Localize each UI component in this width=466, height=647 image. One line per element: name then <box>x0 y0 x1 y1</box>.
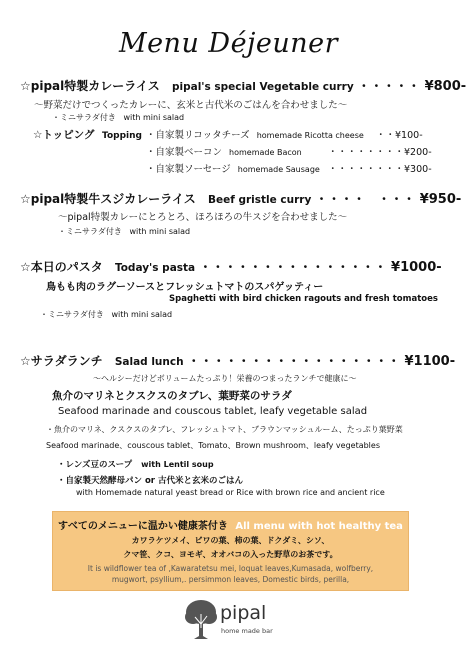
topping-item-en: homemade Bacon <box>229 148 302 157</box>
curry-dots: ・・・・・ <box>357 79 421 93</box>
topping-item-jp: ・自家製ベーコン <box>146 147 223 158</box>
beef-side <box>58 226 190 237</box>
topping-item-price <box>328 144 432 158</box>
salad-soup-jp: ・レンズ豆のスープ <box>57 460 133 470</box>
topping-item <box>146 144 302 158</box>
pasta-dots: ・・・・・・・・・・・・・・・ <box>199 260 387 274</box>
topping-item-jp: ・自家製ソーセージ <box>146 164 231 175</box>
pasta-description-en: Spaghetti with bird chicken ragouts and fresh tomatoes <box>169 294 438 304</box>
pasta-title-row <box>20 258 442 275</box>
salad-description: 〜ヘルシーだけどボリュームたっぷり！栄養のつまったランチで健康に〜 <box>93 374 357 383</box>
pipal-logo <box>184 598 294 642</box>
beef-dots: ・・・・ ・・・ <box>315 192 416 206</box>
curry-title-en: pipal's special Vegetable curry <box>171 81 354 93</box>
salad-ingredients-jp: ・魚介のマリネ、クスクスのタブレ、フレッシュトマト、ブラウンマッシュルーム、たっぷり葉野菜 <box>46 425 403 434</box>
curry-side-en: with mini salad <box>123 113 185 122</box>
topping-item <box>146 161 320 175</box>
pasta-side <box>40 309 172 320</box>
tea-english-line1: It is wildflower tea of ,Kawaratetsu mei, loquat leaves,Kumasada, wolfberry, <box>87 564 374 573</box>
tea-english-line2: mugwort, psyllium,. persimmon leaves, Domestic birds, perilla, <box>111 575 350 584</box>
salad-title-jp: ☆サラダランチ <box>20 354 103 368</box>
topping-price: ¥100- <box>395 130 423 141</box>
tea-headline-jp: すべてのメニューに温かい健康茶付き <box>58 521 228 532</box>
tea-ingredients-line1: カワラケツメイ、ビワの葉、柿の葉、ドクダミ、シソ、 <box>131 536 330 545</box>
pasta-price: ¥1000- <box>391 260 442 275</box>
topping-item-price <box>328 161 432 175</box>
salad-ingredients-en: Seafood marinade、couscous tablet、Tomato、Brown mushroom、leafy vegetables <box>46 441 380 450</box>
salad-bread-jp: ・自家製天然酵母パン or 古代米と玄米のごはん <box>57 476 243 486</box>
topping-label-jp: ☆トッピング <box>33 129 95 141</box>
curry-side <box>52 112 184 123</box>
beef-title-jp: ☆pipal特製牛スジカレーライス <box>20 192 196 206</box>
salad-soup <box>57 458 214 470</box>
curry-title-row <box>20 77 466 94</box>
menu-title: Menu Déjeuner <box>118 28 339 59</box>
topping-item-en: homemade Sausage <box>237 165 320 174</box>
topping-item-en: homemade Ricotta cheese <box>256 131 364 140</box>
pasta-title-jp: ☆本日のパスタ <box>20 260 103 274</box>
tea-headline-en: All menu with hot healthy tea <box>235 521 403 532</box>
beef-price: ¥950- <box>419 192 462 207</box>
topping-dots: ・・・・・・・・ <box>328 147 405 158</box>
logo-name: pipal <box>220 602 267 624</box>
topping-label-en: Topping <box>102 131 142 141</box>
salad-title-en: Salad lunch <box>114 356 184 368</box>
topping-price: ¥200- <box>404 147 432 158</box>
topping-price: ¥300- <box>404 164 432 175</box>
salad-soup-en: with Lentil soup <box>141 460 214 469</box>
topping-dots: ・・ <box>376 130 396 141</box>
pasta-side-en: with mini salad <box>111 310 173 319</box>
salad-main-jp: 魚介のマリネとクスクスのタブレ、葉野菜のサラダ <box>52 390 292 402</box>
curry-price: ¥800- <box>424 79 466 94</box>
tea-ingredients-line2: クマ笹、クコ、ヨモギ、オオバコの入った野草のお茶です。 <box>123 550 338 559</box>
healthy-tea-box <box>52 511 409 591</box>
salad-dots: ・・・・・・・・・・・・・・・・・ <box>187 354 401 368</box>
logo-subtitle: home made bar <box>221 627 273 635</box>
topping-item <box>146 127 364 141</box>
topping-item-jp: ・自家製リコッタチーズ <box>146 130 250 141</box>
beef-title-en: Beef gristle curry <box>207 194 312 206</box>
salad-price: ¥1100- <box>404 354 456 369</box>
curry-side-jp: ・ミニサラダ付き <box>52 113 116 122</box>
salad-bread-en: with Homemade natural yeast bread or Rice with brown rice and ancient rice <box>76 488 385 497</box>
tea-headline <box>53 517 408 532</box>
salad-title-row <box>20 352 455 369</box>
topping-dots: ・・・・・・・・ <box>328 164 405 175</box>
topping-label <box>33 127 142 142</box>
pasta-side-jp: ・ミニサラダ付き <box>40 310 104 319</box>
beef-side-jp: ・ミニサラダ付き <box>58 227 122 236</box>
curry-title-jp: ☆pipal特製カレーライス <box>20 79 160 93</box>
tree-icon <box>184 598 218 640</box>
topping-item-price <box>376 127 423 141</box>
beef-description: 〜pipal特製カレーにとろとろ、ほろほろの牛スジを合わせました〜 <box>58 212 348 223</box>
pasta-description-jp: 鳥もも肉のラグーソースとフレッシュトマトのスパゲッティー <box>46 282 324 293</box>
salad-main-en: Seafood marinade and couscous tablet, leafy vegetable salad <box>58 406 368 417</box>
pasta-title-en: Today's pasta <box>114 262 196 274</box>
beef-title-row <box>20 190 461 207</box>
beef-side-en: with mini salad <box>129 227 191 236</box>
curry-description: 〜野菜だけでつくったカレーに、玄米と古代米のごはんを合わせました〜 <box>34 100 348 111</box>
